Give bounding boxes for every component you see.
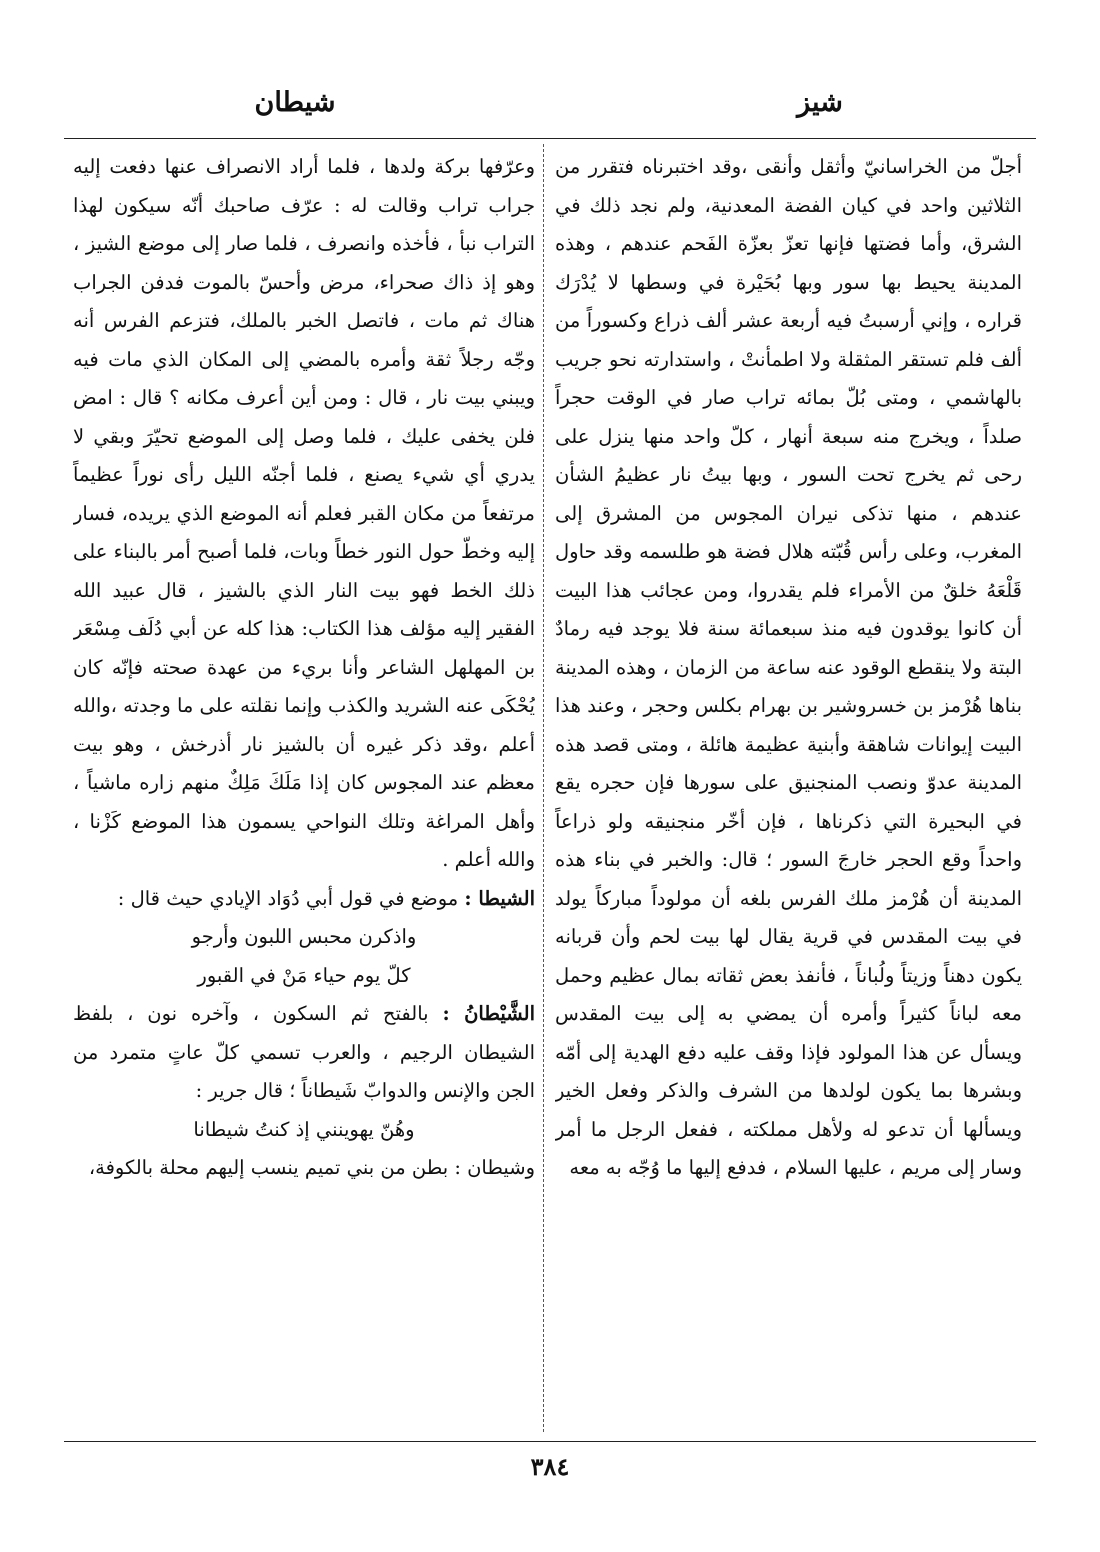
verse-line: واذكرن محبس اللبون وأرجو (191, 925, 417, 948)
left-column (73, 148, 535, 1428)
entry-definition: بالفتح ثم السكون ، وآخره نون ، بلفظ الشيطان الرجيم ، والعرب تسمي كلّ عاتٍ متمرد من الجن والإنس والدوابّ شَيطاناً ؛ قال جرير : (73, 1002, 535, 1102)
left-column-paragraph: وعرّفها بركة ولدها ، فلما أراد الانصراف عنها دفعت إليه جراب تراب وقالت له : عرّف صاحبك أنّه سيكون لهذا التراب نبأ ، فأخذه وانصرف ، فلما صار إلى موضع الشيز ، وهو إذ ذاك صحراء، مرض وأحسّ بالموت فدفن الجراب هناك ثم مات ، فاتصل الخبر بالملك، فتزعم الفرس أنه وجّه رجلاً ثقة وأمره بالمضي إلى المكان الذي مات فيه ويبني بيت نار ، قال : ومن أين أعرف مكانه ؟ قال : امض فلن يخفى عليك ، فلما وصل إلى الموضع تحيّرَ وبقي لا يدري أي شيء يصنع ، فلما أجنّه الليل رأى نوراً عظيماً مرتفعاً من مكان القبر فعلم أنه الموضع الذي يريده، فسار إليه وخطّ حول النور خطاً وبات، فلما أصبح أمر بالبناء على ذلك الخط فهو بيت النار الذي بالشيز ، قال عبيد الله الفقير إليه مؤلف هذا الكتاب: هذا كله عن أبي دُلَف مِسْعَر بن المهلهل الشاعر وأنا بريء من عهدة صحته فإنّه كان يُحْكَى عنه الشريد والكذب وإنما نقلته على ما وجدته ،والله أعلم ،وقد ذكر غيره أن بالشيز نار أذرخش ، وهو بيت معظم عند المجوس كان إذا مَلَكَ مَلِكٌ منهم زاره ماشياً ، وأهل المراغة وتلك النواحي يسمون هذا الموضع كَزْنا ، والله أعلم . (73, 155, 535, 871)
running-header-right: شيز (797, 87, 843, 118)
page-number: ٣٨٤ (530, 1452, 570, 1481)
column-divider (543, 144, 544, 1432)
footer-rule (64, 1441, 1036, 1442)
entry-shayta (73, 880, 535, 919)
entry-headword: الشَّيْطانُ : (442, 1002, 535, 1025)
running-header-left: شيطان (254, 87, 336, 118)
right-column (555, 148, 1022, 1428)
entry-headword: الشيطا : (464, 886, 535, 910)
entry-shaytan (73, 995, 535, 1111)
left-column-last-paragraph: وشيطان : بطن من بني تميم ينسب إليهم محلة بالكوفة، (88, 1156, 535, 1179)
entry-definition: موضع في قول أبي دُوَاد الإيادي حيث قال : (117, 886, 459, 910)
verse-line: وهُنّ يهوينني إذ كنتُ شيطانا (193, 1117, 415, 1141)
header-rule (64, 138, 1036, 139)
right-column-text: أجلّ من الخراسانيّ وأثقل وأنقى ،وقد اختبرناه فتقرر من الثلاثين واحد في كيان الفضة المعدنية، ولم نجد ذلك في الشرق، وأما فضتها فإنها تعزّ بعزّة الفَحم عندهم ، وهذه المدينة يحيط بها سور وبها بُحَيْرة في وسطها لا يُدْرَك قراره ، وإني أرسبتُ فيه أربعة عشر ألف ذراع وكسوراً من ألف فلم تستقر المثقلة ولا اطمأنتْ ، واستدارته نحو جريب بالهاشمي ، ومتى بُلّ بمائه تراب صار في الوقت حجراً صلداً ، ويخرج منه سبعة أنهار ، كلّ واحد منها ينزل على رحى ثم يخرج تحت السور ، وبها بيتُ نار عظيمُ الشأن عندهم ، منها تذكى نيران المجوس من المشرق إلى المغرب، وعلى رأس قُبّته هلال فضة هو طلسمه وقد حاول قَلْعَهُ خلقٌ من الأمراء فلم يقدروا، ومن عجائب هذا البيت أن كانوا يوقدون فيه منذ سبعمائة سنة فلا يوجد فيه رمادٌ البتة ولا ينقطع الوقود عنه ساعة من الزمان ، وهذه المدينة بناها هُرْمز بن خسروشير بن بهرام بكلس وحجر ، وعند هذا البيت إيوانات شاهقة وأبنية عظيمة هائلة ، ومتى قصد هذه المدينة عدوّ ونصب المنجنيق على سورها فإن حجره يقع في البحيرة التي ذكرناها ، فإن أخّر منجنيقه ولو ذراعاً واحداً وقع الحجر خارجَ السور ؛ قال: والخبر في بناء هذه المدينة أن هُرْمز ملك الفرس بلغه أن مولوداً مباركاً يولد في بيت المقدس في قرية يقال لها بيت لحم وأن قربانه يكون دهناً وزيتاً ولُباناً ، فأنفذ بعض ثقاته بمال عظيم وحمل معه لباناً كثيراً وأمره أن يمضي به إلى بيت المقدس ويسأل عن هذا المولود فإذا وقف عليه دفع الهدية إلى أمّه وبشرها بما يكون لولدها من الشرف والذكر وفعل الخير ويسألها أن تدعو له ولأهل مملكته ، ففعل الرجل ما أمر وسار إلى مريم ، عليها السلام ، فدفع إليها ما وُجّه به معه (555, 155, 1022, 1179)
verse-line: كلّ يوم حياء مَنْ في القبور (197, 963, 411, 987)
